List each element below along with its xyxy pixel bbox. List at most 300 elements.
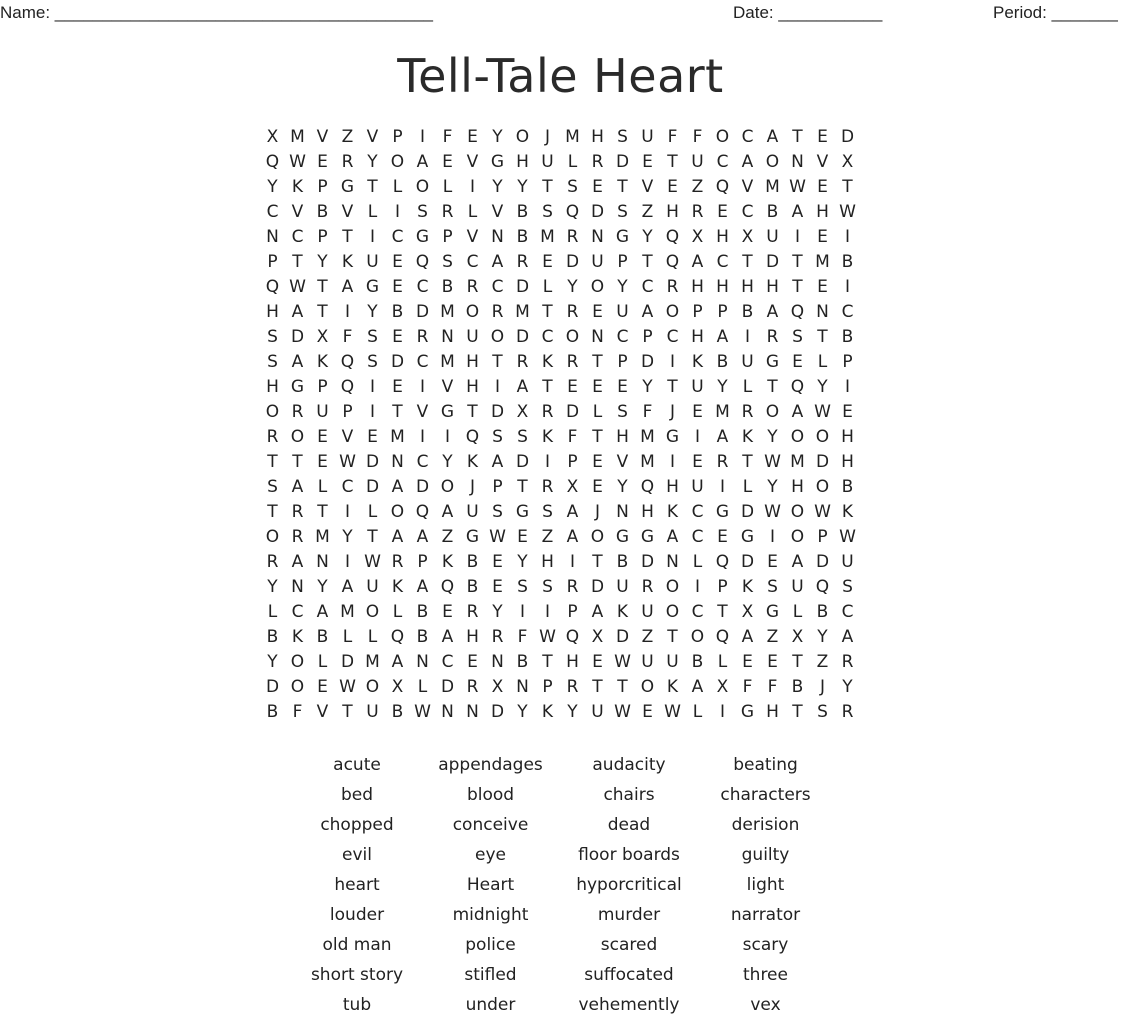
grid-letter: A [341,276,354,297]
grid-letter: A [666,526,679,547]
grid-letter: D [615,626,630,647]
grid-letter: T [317,301,328,322]
grid-letter: Y [617,276,628,297]
grid-letter: W [789,176,806,197]
grid-letter: H [466,626,479,647]
grid-letter: E [467,126,478,147]
grid-letter: M [390,426,405,447]
grid-letter: L [367,626,378,647]
grid-letter: B [691,651,704,672]
grid-letter: W [614,651,631,672]
grid-letter: S [517,576,528,597]
grid-letter: A [441,501,454,522]
grid-letter: O [765,151,780,172]
word-bank-item: police [465,935,516,955]
grid-letter: I [394,201,400,222]
grid-letter: B [841,251,854,272]
grid-letter: F [292,701,303,722]
grid-letter: C [291,226,304,247]
grid-letter: G [615,526,630,547]
grid-letter: K [666,676,679,697]
grid-letter: U [466,326,479,347]
grid-letter: E [592,651,603,672]
grid-letter: Y [517,176,528,197]
grid-letter: O [365,601,380,622]
grid-letter: X [791,626,804,647]
grid-letter: E [317,451,328,472]
grid-letter: X [591,626,604,647]
grid-letter: S [442,251,453,272]
word-bank-item: eye [475,845,506,865]
grid-letter: C [341,476,354,497]
grid-letter: A [841,626,854,647]
grid-letter: J [544,126,550,147]
grid-letter: A [741,626,754,647]
grid-letter: I [369,376,375,397]
grid-letter: C [641,276,654,297]
grid-letter: B [791,676,804,697]
grid-letter: U [616,301,629,322]
grid-letter: V [291,201,304,222]
grid-letter: Y [492,601,503,622]
grid-letter: K [741,426,754,447]
grid-letter: P [717,576,728,597]
grid-letter: G [465,526,480,547]
grid-letter: I [419,426,425,447]
word-bank-item: dead [607,815,651,835]
grid-letter: X [741,601,754,622]
grid-letter: S [617,201,628,222]
grid-letter: R [566,576,579,597]
grid-letter: E [317,426,328,447]
grid-letter: P [442,226,453,247]
word-bank-item: guilty [741,845,790,865]
grid-letter: T [342,701,353,722]
grid-letter: R [566,676,579,697]
grid-letter: U [541,151,554,172]
grid-letter: R [466,676,479,697]
grid-letter: S [767,576,778,597]
word-bank-item: hyporcritical [576,875,682,895]
grid-letter: P [692,301,703,322]
grid-letter: K [541,701,554,722]
grid-letter: N [591,326,604,347]
grid-letter: I [669,451,675,472]
grid-letter: B [816,601,829,622]
word-bank-item: beating [733,755,798,775]
grid-letter: R [591,151,604,172]
word-bank-item: appendages [438,755,543,775]
grid-letter: E [592,476,603,497]
grid-letter: T [642,251,653,272]
grid-letter: X [691,226,704,247]
grid-letter: I [519,601,525,622]
grid-letter: V [741,176,754,197]
grid-letter: E [592,301,603,322]
grid-letter: T [367,176,378,197]
grid-letter: Y [642,376,653,397]
grid-letter: C [691,526,704,547]
grid-letter: F [567,426,578,447]
grid-letter: Q [340,351,355,372]
grid-letter: E [742,651,753,672]
grid-letter: A [791,401,804,422]
grid-letter: W [539,626,556,647]
grid-letter: Q [815,576,830,597]
grid-letter: L [742,476,753,497]
grid-letter: F [742,676,753,697]
grid-letter: W [289,276,306,297]
grid-letter: A [766,301,779,322]
grid-letter: O [265,526,280,547]
grid-letter: L [717,651,728,672]
grid-letter: C [666,326,679,347]
word-bank-item: three [743,965,788,985]
grid-letter: T [667,626,678,647]
grid-letter: U [841,551,854,572]
grid-letter: T [717,601,728,622]
grid-letter: V [366,126,379,147]
grid-letter: D [515,451,530,472]
grid-letter: E [442,601,453,622]
grid-letter: T [842,176,853,197]
grid-letter: O [590,526,605,547]
grid-letter: U [766,226,779,247]
grid-letter: E [642,701,653,722]
grid-letter: B [266,626,279,647]
grid-letter: L [342,626,353,647]
grid-letter: M [315,526,330,547]
grid-letter: M [340,601,355,622]
grid-letter: B [516,651,529,672]
grid-letter: D [590,576,605,597]
grid-letter: T [392,401,403,422]
grid-letter: Y [642,226,653,247]
grid-letter: T [667,151,678,172]
grid-letter: M [715,401,730,422]
grid-letter: I [444,426,450,447]
grid-letter: D [290,326,305,347]
grid-letter: E [817,276,828,297]
grid-letter: H [816,201,829,222]
grid-letter: C [491,276,504,297]
grid-letter: D [340,651,355,672]
grid-letter: Y [492,126,503,147]
grid-letter: Z [816,651,829,672]
grid-letter: I [569,551,575,572]
grid-letter: G [365,276,380,297]
grid-letter: Y [767,426,778,447]
grid-letter: G [290,376,305,397]
grid-letter: D [390,351,405,372]
grid-letter: Q [390,626,405,647]
grid-letter: L [392,601,403,622]
grid-letter: T [592,676,603,697]
grid-letter: U [616,576,629,597]
grid-letter: Y [267,651,278,672]
grid-letter: T [592,426,603,447]
grid-letter: O [790,526,805,547]
grid-letter: E [467,651,478,672]
grid-letter: M [565,126,580,147]
grid-letter: B [466,576,479,597]
grid-letter: Q [790,301,805,322]
grid-letter: S [817,701,828,722]
grid-letter: D [640,551,655,572]
grid-letter: E [817,176,828,197]
grid-letter: N [816,301,829,322]
grid-letter: B [516,226,529,247]
word-bank-item: tub [342,995,372,1015]
grid-letter: E [492,576,503,597]
grid-letter: Q [715,176,730,197]
grid-letter: E [567,376,578,397]
grid-letter: L [817,351,828,372]
grid-letter: G [615,226,630,247]
grid-letter: A [391,526,404,547]
grid-letter: G [765,601,780,622]
grid-letter: K [666,501,679,522]
grid-letter: A [566,501,579,522]
grid-letter: C [416,451,429,472]
word-bank-item: old man [322,935,392,955]
grid-letter: W [839,201,856,222]
word-bank-item: under [465,995,516,1015]
grid-letter: H [791,476,804,497]
grid-letter: R [291,526,304,547]
grid-letter: S [492,426,503,447]
grid-letter: L [692,701,703,722]
grid-letter: K [291,626,304,647]
grid-letter: R [266,426,279,447]
grid-letter: H [591,126,604,147]
grid-letter: A [516,376,529,397]
grid-letter: O [815,476,830,497]
grid-letter: O [290,426,305,447]
grid-letter: Y [367,301,378,322]
grid-letter: C [691,501,704,522]
grid-letter: Y [842,676,853,697]
word-bank-item: narrator [730,905,801,925]
grid-letter: Y [567,276,578,297]
grid-letter: Q [715,626,730,647]
grid-letter: D [490,701,505,722]
grid-letter: H [766,701,779,722]
grid-letter: T [342,226,353,247]
grid-letter: N [266,226,279,247]
grid-letter: S [367,326,378,347]
grid-letter: U [466,501,479,522]
grid-letter: W [614,701,631,722]
grid-letter: A [641,301,654,322]
grid-letter: P [492,476,503,497]
grid-letter: P [392,126,403,147]
grid-letter: R [391,551,404,572]
grid-letter: N [491,226,504,247]
grid-letter: F [442,126,453,147]
grid-letter: P [617,251,628,272]
grid-letter: V [341,426,354,447]
grid-letter: A [291,551,304,572]
grid-letter: W [364,551,381,572]
grid-letter: Y [517,551,528,572]
grid-letter: X [391,676,404,697]
grid-letter: I [344,301,350,322]
grid-letter: H [691,326,704,347]
grid-letter: I [544,601,550,622]
grid-letter: J [669,401,675,422]
grid-letter: I [494,376,500,397]
grid-letter: S [417,201,428,222]
grid-letter: L [567,151,578,172]
grid-letter: E [592,376,603,397]
grid-letter: T [792,251,803,272]
grid-letter: T [317,276,328,297]
grid-letter: Y [817,376,828,397]
grid-letter: A [391,476,404,497]
grid-letter: R [416,326,429,347]
grid-letter: N [591,226,604,247]
grid-letter: D [265,676,280,697]
grid-letter: Q [565,626,580,647]
grid-letter: A [791,201,804,222]
grid-letter: K [616,601,629,622]
grid-letter: Q [665,226,680,247]
grid-letter: H [541,551,554,572]
grid-letter: W [764,451,781,472]
grid-letter: U [691,151,704,172]
grid-letter: A [441,626,454,647]
grid-letter: A [416,526,429,547]
word-bank-item: scared [600,935,658,955]
grid-letter: N [616,501,629,522]
grid-letter: X [716,676,729,697]
grid-letter: A [416,576,429,597]
grid-letter: E [592,176,603,197]
grid-letter: M [540,226,555,247]
grid-letter: D [490,401,505,422]
grid-letter: B [416,601,429,622]
grid-letter: T [367,526,378,547]
grid-letter: D [515,276,530,297]
grid-letter: O [715,126,730,147]
grid-letter: U [741,351,754,372]
grid-letter: D [565,401,580,422]
grid-letter: X [516,401,529,422]
grid-letter: D [565,251,580,272]
grid-letter: U [691,376,704,397]
grid-letter: O [415,176,430,197]
grid-letter: B [516,201,529,222]
grid-letter: P [342,401,353,422]
grid-letter: W [814,401,831,422]
grid-letter: S [267,326,278,347]
grid-letter: E [642,151,653,172]
grid-letter: B [316,626,329,647]
grid-letter: U [366,576,379,597]
grid-letter: T [267,451,278,472]
grid-letter: G [740,526,755,547]
word-bank-item: midnight [452,905,529,925]
grid-letter: D [415,476,430,497]
word-bank-item: audacity [592,755,666,775]
grid-letter: E [792,351,803,372]
grid-letter: T [792,126,803,147]
grid-letter: P [567,601,578,622]
word-bank-item: louder [329,905,385,925]
grid-letter: T [742,251,753,272]
grid-letter: I [844,276,850,297]
grid-letter: K [291,176,304,197]
grid-letter: K [541,426,554,447]
grid-letter: O [665,576,680,597]
grid-letter: O [565,326,580,347]
grid-letter: B [391,301,404,322]
word-bank-item: heart [334,875,380,895]
grid-letter: D [415,301,430,322]
grid-letter: K [741,576,754,597]
grid-letter: A [416,151,429,172]
grid-letter: L [367,501,378,522]
grid-letter: Y [267,176,278,197]
grid-letter: L [692,551,703,572]
grid-letter: Q [715,551,730,572]
word-bank-item: vex [750,995,781,1015]
grid-letter: A [766,126,779,147]
grid-letter: V [466,151,479,172]
grid-letter: R [291,401,304,422]
grid-letter: E [667,176,678,197]
grid-letter: W [339,451,356,472]
grid-letter: W [339,676,356,697]
grid-letter: Q [265,151,280,172]
grid-letter: O [665,301,680,322]
grid-letter: S [842,576,853,597]
grid-letter: J [819,676,825,697]
grid-letter: J [469,476,475,497]
grid-letter: I [769,526,775,547]
grid-letter: M [640,426,655,447]
grid-letter: Z [441,526,454,547]
grid-letter: U [641,601,654,622]
word-bank-item: light [746,875,785,895]
grid-letter: C [291,601,304,622]
grid-letter: M [815,251,830,272]
grid-letter: B [716,351,729,372]
word-bank-item: stifled [464,965,517,985]
grid-letter: I [719,476,725,497]
grid-letter: V [491,201,504,222]
grid-letter: A [291,301,304,322]
grid-letter: H [566,651,579,672]
grid-letter: T [267,501,278,522]
grid-letter: P [717,301,728,322]
grid-letter: D [365,476,380,497]
grid-letter: S [617,126,628,147]
grid-letter: E [692,401,703,422]
grid-letter: T [792,701,803,722]
grid-letter: S [492,501,503,522]
grid-letter: N [416,651,429,672]
grid-letter: A [716,426,729,447]
grid-letter: T [542,376,553,397]
grid-letter: F [667,126,678,147]
grid-letter: O [390,151,405,172]
grid-letter: I [369,226,375,247]
grid-letter: E [367,426,378,447]
grid-letter: C [616,326,629,347]
grid-letter: O [815,426,830,447]
